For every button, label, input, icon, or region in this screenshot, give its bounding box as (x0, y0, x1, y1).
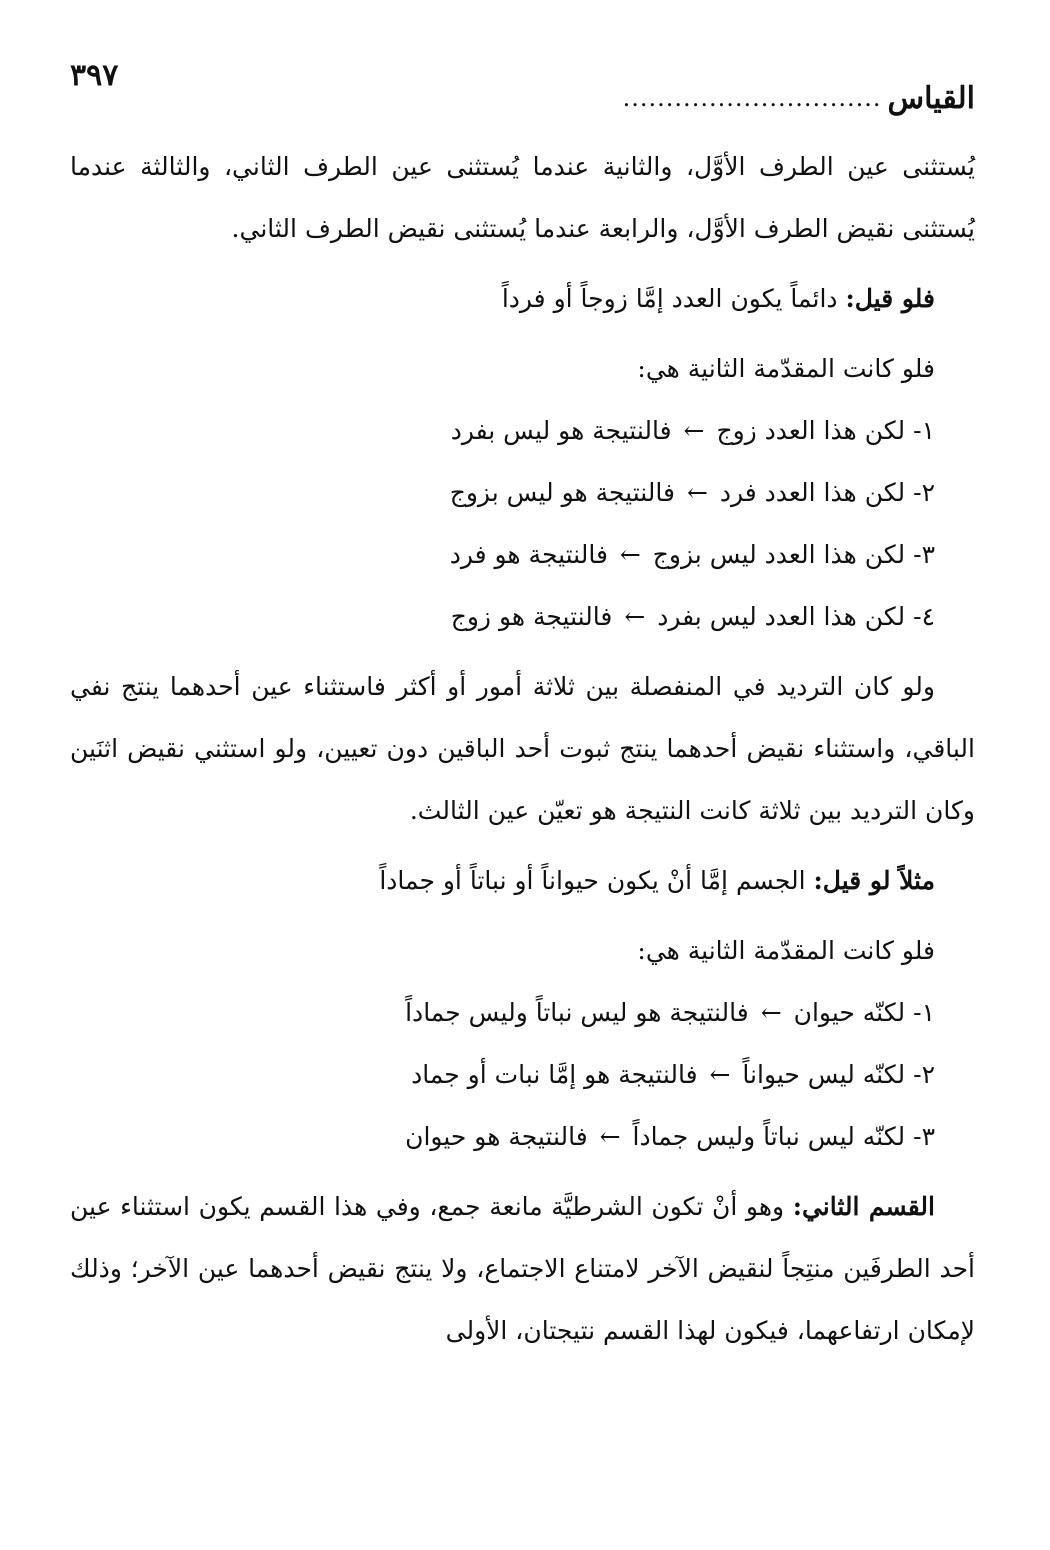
item-number: ٢- (913, 478, 935, 507)
leader-dots: .............................. (622, 86, 882, 112)
arrow-icon: ← (624, 602, 646, 631)
paragraph (70, 1176, 975, 1362)
running-head (70, 58, 975, 116)
list-item (70, 1044, 935, 1106)
list-item (70, 400, 935, 462)
arrow-icon: ← (599, 1122, 621, 1151)
item-result: فالنتيجة هو إمَّا نبات أو جماد (411, 1060, 698, 1089)
item-result: فالنتيجة هو حيوان (405, 1122, 588, 1151)
example-statement (70, 268, 975, 330)
item-premise: لكن هذا العدد ليس بفرد (657, 602, 906, 631)
chapter-title: القياس (887, 81, 975, 116)
example-statement (70, 850, 975, 912)
item-premise: لكنّه حيوان (793, 998, 906, 1027)
arrow-icon: ← (619, 540, 641, 569)
item-number: ٢- (913, 1060, 935, 1089)
paragraph: يُستثنى عين الطرف الأوَّل، والثانية عندما يُستثنى عين الطرف الثاني، والثالثة عندما يُستثنى نقيض الطرف الأوَّل، والرابعة عندما يُستثنى نقيض الطرف الثاني. (70, 152, 975, 243)
book-page (70, 58, 975, 1362)
item-number: ٤- (913, 602, 935, 631)
section-heading: القسم الثاني: (792, 1192, 935, 1221)
conclusion-list (70, 982, 975, 1168)
item-premise: لكنّه ليس نباتاً وليس جماداً (632, 1122, 906, 1151)
item-number: ٣- (913, 540, 935, 569)
arrow-icon: ← (709, 1060, 731, 1089)
list-item (70, 1106, 935, 1168)
list-item (70, 462, 935, 524)
item-premise: لكن هذا العدد ليس بزوج (652, 540, 906, 569)
page-number: ٣٩٧ (70, 58, 119, 93)
paragraph: ولو كان الترديد في المنفصلة بين ثلاثة أمور أو أكثر فاستثناء عين أحدهما ينتج نفي الباقي، واستثناء نقيض أحدهما ينتج ثبوت أحد الباقين دون تعيين، ولو استثني نقيض اثنَين وكان الترديد بين ثلاثة كانت النتيجة هو تعيّن عين الثالث. (70, 672, 975, 825)
item-premise: لكنّه ليس حيواناً (742, 1060, 906, 1089)
paragraph-text: وهو أنْ تكون الشرطيَّة مانعة جمع، وفي هذا القسم يكون استثناء عين أحد الطرفَين منتِجاً لنقيض الآخر لامتناع الاجتماع، ولا ينتج نقيض أحدهما عين الآخر؛ وذلك لإمكان ارتفاعهما، فيكون لهذا القسم نتيجتان، الأولى (70, 1192, 975, 1345)
item-result: فالنتيجة هو ليس بفرد (450, 416, 672, 445)
premise-intro: فلو كانت المقدّمة الثانية هي: (637, 936, 935, 965)
arrow-icon: ← (683, 416, 705, 445)
statement-text: دائماً يكون العدد إمَّا زوجاً أو فرداً (501, 284, 846, 313)
premise-intro: فلو كانت المقدّمة الثانية هي: (637, 354, 935, 383)
item-result: فالنتيجة هو ليس بزوج (449, 478, 675, 507)
item-result: فالنتيجة هو فرد (449, 540, 608, 569)
item-number: ١- (913, 416, 935, 445)
statement-text: الجسم إمَّا أنْ يكون حيواناً أو نباتاً أو جماداً (379, 866, 814, 895)
term-label: فلو قيل: (845, 284, 935, 313)
item-result: فالنتيجة هو ليس نباتاً وليس جماداً (405, 998, 749, 1027)
conclusion-list (70, 400, 975, 648)
arrow-icon: ← (760, 998, 782, 1027)
list-item (70, 524, 935, 586)
item-premise: لكن هذا العدد فرد (719, 478, 906, 507)
list-item (70, 982, 935, 1044)
term-label: مثلاً لو قيل: (813, 866, 935, 895)
arrow-icon: ← (686, 478, 708, 507)
item-premise: لكن هذا العدد زوج (716, 416, 906, 445)
item-result: فالنتيجة هو زوج (450, 602, 613, 631)
list-item (70, 586, 935, 648)
item-number: ١- (913, 998, 935, 1027)
item-number: ٣- (913, 1122, 935, 1151)
